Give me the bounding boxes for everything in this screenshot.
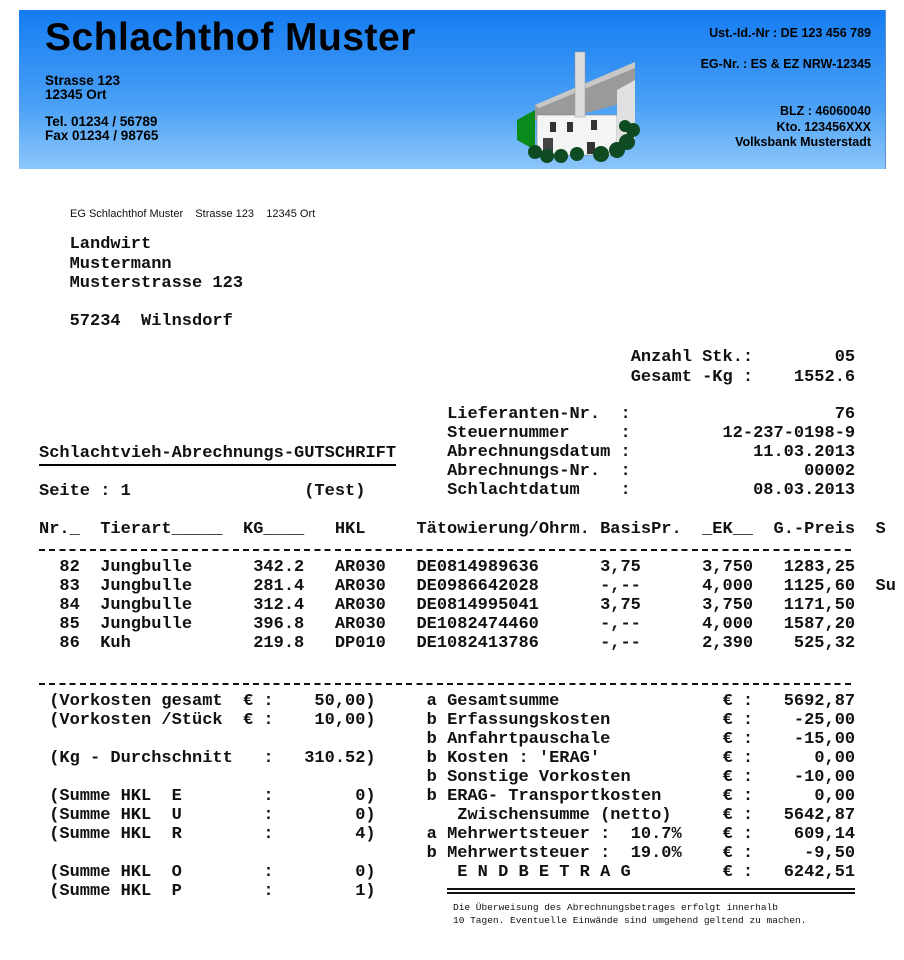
summary-flag: b [426, 730, 437, 749]
summary-value: 0,00 [814, 787, 856, 806]
cell-nr: 83 [59, 577, 80, 596]
meta-value: 76 [834, 405, 856, 424]
column-header: _EK__ [702, 520, 754, 539]
test-marker: (Test) [304, 482, 366, 501]
meta-colon: : [620, 405, 631, 424]
bank-name: Volksbank Musterstadt [735, 135, 871, 149]
eg-nr: EG-Nr. : ES & EZ NRW-12345 [700, 57, 871, 71]
cell-nr: 84 [59, 596, 80, 615]
summary-flag: a [426, 692, 437, 711]
cell-preis: 1125,60 [783, 577, 856, 596]
cell-tattoo: DE1082474460 [416, 615, 539, 634]
left-summary-colon: : [263, 806, 274, 825]
left-summary-label: (Vorkosten gesamt [49, 692, 223, 711]
meta-value: 11.03.2013 [753, 443, 856, 462]
summary-currency: € : [722, 711, 754, 730]
cell-basispreis: -,-- [600, 577, 641, 596]
summary-flag: b [426, 787, 437, 806]
cell-preis: 1171,50 [783, 596, 856, 615]
summary-currency: € : [722, 787, 754, 806]
meta-colon: : [620, 443, 631, 462]
summary-label: Mehrwertsteuer : 19.0% [447, 844, 682, 863]
cell-ek: 4,000 [702, 577, 754, 596]
summary-currency: € : [722, 806, 754, 825]
summary-value: 6242,51 [783, 863, 856, 882]
company-tel: Tel. 01234 / 56789 [45, 114, 158, 129]
cell-tattoo: DE0814989636 [416, 558, 539, 577]
cell-nr: 85 [59, 615, 80, 634]
summary-label: Mehrwertsteuer : 10.7% [447, 825, 682, 844]
cell-tierart: Jungbulle [100, 615, 193, 634]
meta-colon: : [620, 481, 631, 500]
left-summary-colon: : [263, 692, 274, 711]
footnote-line-2: 10 Tagen. Eventuelle Einwände sind umgehend geltend zu machen. [453, 915, 807, 926]
summary-label: Zwischensumme (netto) [447, 806, 672, 825]
cell-ek: 2,390 [702, 634, 754, 653]
summary-value: -25,00 [793, 711, 856, 730]
cell-basispreis: -,-- [600, 615, 641, 634]
table-separator-bottom [39, 683, 855, 685]
bank-blz: BLZ : 46060040 [779, 104, 871, 118]
cell-tierart: Kuh [100, 634, 131, 653]
left-summary-value: 4) [355, 825, 376, 844]
summary-label: Anfahrtpauschale [447, 730, 611, 749]
column-header: Tierart_____ [100, 520, 223, 539]
left-summary-value: 10,00) [314, 711, 376, 730]
left-summary-label: (Summe HKL R [49, 825, 182, 844]
cell-tattoo: DE0986642028 [416, 577, 539, 596]
left-summary-label: (Summe HKL U [49, 806, 182, 825]
cell-kg: 342.2 [253, 558, 305, 577]
cell-ek: 3,750 [702, 596, 754, 615]
summary-value: -15,00 [793, 730, 856, 749]
meta-label: Schlachtdatum [447, 481, 580, 500]
column-header: KG____ [243, 520, 305, 539]
summary-value: 0,00 [814, 749, 856, 768]
column-header: BasisPr. [600, 520, 682, 539]
summary-currency: € : [722, 863, 754, 882]
summary-flag: b [426, 844, 437, 863]
column-header: Tätowierung/Ohrm. [416, 520, 590, 539]
cell-kg: 281.4 [253, 577, 305, 596]
left-summary-value: 1) [355, 882, 376, 901]
cell-basispreis: 3,75 [600, 558, 641, 577]
left-summary-value: 50,00) [314, 692, 376, 711]
cell-hkl: AR030 [334, 558, 386, 577]
cell-hkl: AR030 [334, 596, 386, 615]
left-summary-colon: : [263, 749, 274, 768]
meta-colon: : [620, 462, 631, 481]
summary-label: Erfassungskosten [447, 711, 611, 730]
meta-value: 00002 [804, 462, 856, 481]
company-street: Strasse 123 [45, 73, 121, 88]
left-summary-colon: : [263, 863, 274, 882]
recipient-line-1: Landwirt [69, 235, 152, 254]
total-double-rule [447, 888, 855, 894]
left-summary-label: (Summe HKL O [49, 863, 182, 882]
cell-nr: 86 [59, 634, 80, 653]
cell-nr: 82 [59, 558, 80, 577]
ust-id: Ust.-Id.-Nr : DE 123 456 789 [709, 26, 871, 40]
summary-currency: € : [722, 730, 754, 749]
left-summary-colon: : [263, 882, 274, 901]
page-number: Seite : 1 [39, 482, 131, 501]
cell-preis: 1283,25 [783, 558, 856, 577]
column-header: Nr._ [39, 520, 80, 539]
sender-line: EG Schlachthof Muster Strasse 123 12345 Ort [70, 208, 316, 220]
cell-s: Su [875, 577, 896, 596]
cell-basispreis: 3,75 [600, 596, 641, 615]
summary-currency: € : [722, 749, 754, 768]
cell-preis: 1587,20 [783, 615, 856, 634]
left-summary-label: (Vorkosten /Stück [49, 711, 223, 730]
summary-flag: b [426, 768, 437, 787]
meta-label: Steuernummer [447, 424, 570, 443]
cell-tattoo: DE1082413786 [416, 634, 539, 653]
left-summary-label: (Summe HKL P [49, 882, 182, 901]
footnote-line-1: Die Überweisung des Abrechnungsbetrages erfolgt innerhalb [453, 902, 778, 913]
summary-flag: b [426, 749, 437, 768]
left-summary-value: 0) [355, 806, 376, 825]
recipient-line-2: Mustermann [69, 255, 172, 274]
cell-preis: 525,32 [793, 634, 856, 653]
summary-value: 5692,87 [783, 692, 856, 711]
cell-kg: 219.8 [253, 634, 305, 653]
summary-currency: € : [722, 844, 754, 863]
total-count-value: 05 [834, 348, 856, 367]
cell-ek: 3,750 [702, 558, 754, 577]
summary-flag: a [426, 825, 437, 844]
company-city: 12345 Ort [45, 87, 107, 102]
document-body [39, 0, 904, 960]
left-summary-currency: € [243, 711, 254, 730]
summary-value: 5642,87 [783, 806, 856, 825]
cell-kg: 312.4 [253, 596, 305, 615]
summary-label: ERAG- Transportkosten [447, 787, 662, 806]
recipient-line-3: Musterstrasse 123 [69, 274, 244, 293]
cell-tierart: Jungbulle [100, 577, 193, 596]
left-summary-value: 0) [355, 863, 376, 882]
recipient-line-4: 57234 Wilnsdorf [69, 312, 233, 331]
summary-value: -10,00 [793, 768, 856, 787]
total-kg-value: 1552.6 [793, 368, 856, 387]
company-fax: Fax 01234 / 98765 [45, 128, 159, 143]
left-summary-value: 310.52) [304, 749, 376, 768]
meta-label: Abrechnungs-Nr. [447, 462, 601, 481]
summary-label: Kosten : 'ERAG' [447, 749, 601, 768]
column-header: G.-Preis [773, 520, 856, 539]
left-summary-colon: : [263, 787, 274, 806]
summary-currency: € : [722, 825, 754, 844]
left-summary-colon: : [263, 711, 274, 730]
meta-label: Lieferanten-Nr. [447, 405, 601, 424]
cell-basispreis: -,-- [600, 634, 641, 653]
meta-label: Abrechnungsdatum [447, 443, 611, 462]
summary-flag: b [426, 711, 437, 730]
summary-label: E N D B E T R A G [447, 863, 631, 882]
cell-hkl: AR030 [334, 615, 386, 634]
column-header: HKL [334, 520, 366, 539]
total-kg-label: Gesamt -Kg : [630, 368, 754, 387]
meta-value: 12-237-0198-9 [722, 424, 856, 443]
cell-tierart: Jungbulle [100, 558, 193, 577]
left-summary-label: (Kg - Durchschnitt [49, 749, 233, 768]
cell-ek: 4,000 [702, 615, 754, 634]
summary-value: 609,14 [793, 825, 856, 844]
summary-label: Sonstige Vorkosten [447, 768, 631, 787]
left-summary-currency: € [243, 692, 254, 711]
cell-kg: 396.8 [253, 615, 305, 634]
left-summary-colon: : [263, 825, 274, 844]
company-name: Schlachthof Muster [45, 16, 416, 59]
summary-value: -9,50 [804, 844, 856, 863]
cell-tierart: Jungbulle [100, 596, 193, 615]
cell-hkl: AR030 [334, 577, 386, 596]
meta-colon: : [620, 424, 631, 443]
summary-label: Gesamtsumme [447, 692, 560, 711]
summary-currency: € : [722, 768, 754, 787]
column-header: S [875, 520, 886, 539]
table-separator-top [39, 549, 855, 551]
left-summary-value: 0) [355, 787, 376, 806]
total-count-label: Anzahl Stk.: [630, 348, 754, 367]
left-summary-label: (Summe HKL E [49, 787, 182, 806]
bank-kto: Kto. 123456XXX [776, 120, 871, 134]
summary-currency: € : [722, 692, 754, 711]
document-title: Schlachtvieh-Abrechnungs-GUTSCHRIFT [39, 444, 396, 466]
meta-value: 08.03.2013 [753, 481, 856, 500]
cell-hkl: DP010 [334, 634, 386, 653]
cell-tattoo: DE0814995041 [416, 596, 539, 615]
